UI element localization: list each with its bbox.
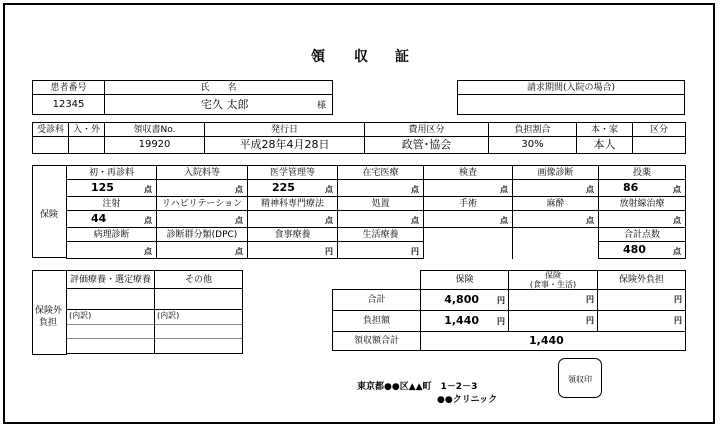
receipt-total-value: 1,440: [529, 334, 564, 347]
insurance-section-box: [32, 165, 67, 258]
breakdown-label: (内訳): [69, 311, 92, 320]
insurance-item-value: [599, 242, 686, 259]
yen-unit: 円: [497, 295, 505, 305]
insurance-item-header: 投薬: [599, 166, 686, 180]
insurance-item-value: [248, 180, 338, 197]
info-header: 本・家: [577, 123, 633, 137]
insurance-item-value: [513, 180, 599, 197]
insurance-item-value: [67, 242, 157, 259]
burden-insurance: [421, 311, 509, 332]
info-value: [69, 137, 105, 154]
insurance-item-value: [599, 211, 686, 228]
insurance-unit: 点: [144, 216, 152, 225]
insurance-item-value: [157, 180, 248, 197]
insurance-unit: 点: [673, 216, 681, 225]
insurance-item-header: 在宅医療: [338, 166, 424, 180]
insurance-item-value: [338, 242, 424, 259]
info-table: [32, 122, 686, 154]
burden-insurance-value: 1,440: [444, 313, 479, 327]
total-insurance: [421, 290, 509, 311]
non-insurance-section-box: [32, 270, 67, 355]
billing-period-label: 請求期間(入院の場合): [458, 81, 685, 95]
insurance-item-header: 麻酔: [513, 197, 599, 211]
insurance-item-header: 食事療養: [248, 228, 338, 242]
insurance-item-header: 手術: [424, 197, 513, 211]
insurance-item-header: 処置: [338, 197, 424, 211]
totals-meal-header-2: (食事・生活): [529, 280, 577, 289]
insurance-item-value: [67, 211, 157, 228]
totals-non-insurance-header: 保険外負担: [598, 271, 686, 290]
title-char-3: 証: [395, 49, 409, 65]
insurance-item-value: [67, 180, 157, 197]
insurance-item-value: [338, 180, 424, 197]
insurance-item-header: 病理診断: [67, 228, 157, 242]
billing-period-table: [457, 80, 685, 115]
yen-unit: 円: [497, 316, 505, 326]
insurance-unit: 点: [673, 247, 681, 256]
clinic-name: ●●クリニック: [437, 395, 498, 405]
insurance-item-value: [424, 180, 513, 197]
insurance-unit: 点: [325, 216, 333, 225]
insurance-points-value: 44: [91, 212, 107, 225]
insurance-item-value: [248, 242, 338, 259]
info-header: 発行日: [205, 123, 365, 137]
insurance-unit: 点: [500, 216, 508, 225]
insurance-item-header: 画像診断: [513, 166, 599, 180]
patient-name-label: 氏 名: [105, 81, 333, 95]
info-header: 領収書No.: [105, 123, 205, 137]
totals-table: [332, 270, 686, 351]
receipt-total-label: 領収額合計: [333, 332, 421, 351]
insurance-item-header: [424, 228, 513, 242]
insurance-item-header: 検査: [424, 166, 513, 180]
evaluation-header: 評価療養・選定療養: [67, 271, 155, 289]
title-char-2: 収: [354, 49, 368, 65]
burden-ratio: 30%: [489, 137, 577, 154]
burden-label: 負担額: [333, 311, 421, 332]
insurance-item-value: [424, 211, 513, 228]
insurance-unit: 点: [411, 216, 419, 225]
billing-period-value: [458, 95, 685, 115]
burden-meal: [509, 311, 598, 332]
insurance-item-value: [248, 211, 338, 228]
insurance-item-header: [513, 228, 599, 242]
totals-insurance-header: 保険: [421, 271, 509, 290]
insurance-item-value: [157, 211, 248, 228]
insurance-unit: 点: [235, 216, 243, 225]
insurance-item-header: 精神科専門療法: [248, 197, 338, 211]
insured-type: 本人: [577, 137, 633, 154]
info-value: [633, 137, 686, 154]
other-breakdown: [155, 310, 243, 354]
cost-category: 政管･協会: [365, 137, 489, 154]
insurance-unit: 円: [411, 247, 419, 256]
insurance-unit: 円: [325, 247, 333, 256]
totals-meal-header-1: 保険: [545, 271, 561, 280]
patient-table: [32, 80, 333, 115]
insurance-unit: 点: [500, 185, 508, 194]
insurance-item-header: 合計点数: [599, 228, 686, 242]
info-header: 入・外: [69, 123, 105, 137]
clinic-address: 東京都●●区▲▲町 1－2－3: [357, 382, 478, 392]
issue-date: 平成28年4月28日: [205, 137, 365, 154]
insurance-points-value: 225: [272, 181, 295, 194]
insurance-item-header: 初・再診料: [67, 166, 157, 180]
insurance-item-value: [157, 242, 248, 259]
insurance-item-value: [599, 180, 686, 197]
other-header: その他: [155, 271, 243, 289]
burden-non-insurance: [598, 311, 686, 332]
insurance-item-value: [338, 211, 424, 228]
insurance-unit: 点: [325, 185, 333, 194]
evaluation-value: [67, 289, 155, 310]
title-char-1: 領: [311, 49, 325, 65]
yen-unit: 円: [586, 316, 594, 325]
insurance-item-value: [513, 242, 599, 259]
yen-unit: 円: [674, 295, 682, 304]
insurance-unit: 点: [235, 185, 243, 194]
insurance-unit: 点: [144, 247, 152, 256]
info-value: [33, 137, 69, 154]
non-insurance-label-1: 保険外: [35, 306, 63, 316]
insurance-points-value: 125: [91, 181, 114, 194]
info-header: 負担割合: [489, 123, 577, 137]
insurance-points-value: 480: [623, 243, 646, 256]
patient-name-value: 宅久 太郎: [201, 98, 249, 111]
evaluation-breakdown: [67, 310, 155, 354]
insurance-item-header: 入院料等: [157, 166, 248, 180]
insurance-unit: 点: [235, 247, 243, 256]
insurance-item-value: [513, 211, 599, 228]
yen-unit: 円: [674, 316, 682, 325]
non-insurance-table: [66, 270, 243, 354]
insurance-item-header: 注射: [67, 197, 157, 211]
info-header: 受診科: [33, 123, 69, 137]
insurance-item-header: 放射線治療: [599, 197, 686, 211]
receipt-number: 19920: [105, 137, 205, 154]
total-insurance-value: 4,800: [444, 292, 479, 306]
total-non-insurance: [598, 290, 686, 311]
insurance-unit: 点: [144, 185, 152, 194]
info-header: 費用区分: [365, 123, 489, 137]
insurance-section-label: 保険: [40, 210, 59, 220]
insurance-item-header: 生活療養: [338, 228, 424, 242]
insurance-item-value: [424, 242, 513, 259]
insurance-item-header: 医学管理等: [248, 166, 338, 180]
insurance-item-header: リハビリテーション: [157, 197, 248, 211]
insurance-unit: 点: [586, 185, 594, 194]
non-insurance-label-2: 負担: [39, 318, 58, 328]
other-value: [155, 289, 243, 310]
total-meal: [509, 290, 598, 311]
insurance-unit: 点: [586, 216, 594, 225]
insurance-item-header: 診断群分類(DPC): [157, 228, 248, 242]
honorific: 様: [316, 101, 326, 111]
insurance-unit: 点: [411, 185, 419, 194]
info-header: 区分: [633, 123, 686, 137]
yen-unit: 円: [586, 295, 594, 304]
stamp-label: 領収印: [568, 375, 592, 384]
breakdown-label: (内訳): [157, 311, 180, 320]
receipt-total-cell: [421, 332, 686, 351]
receipt-stamp-box: [558, 358, 602, 398]
insurance-unit: 点: [673, 185, 681, 194]
patient-name-cell: [105, 95, 333, 115]
patient-id-value: 12345: [33, 95, 105, 115]
total-label: 合計: [333, 290, 421, 311]
insurance-table: [66, 165, 686, 259]
patient-id-label: 患者番号: [33, 81, 105, 95]
insurance-points-value: 86: [623, 181, 639, 194]
totals-meal-header: [509, 271, 598, 290]
